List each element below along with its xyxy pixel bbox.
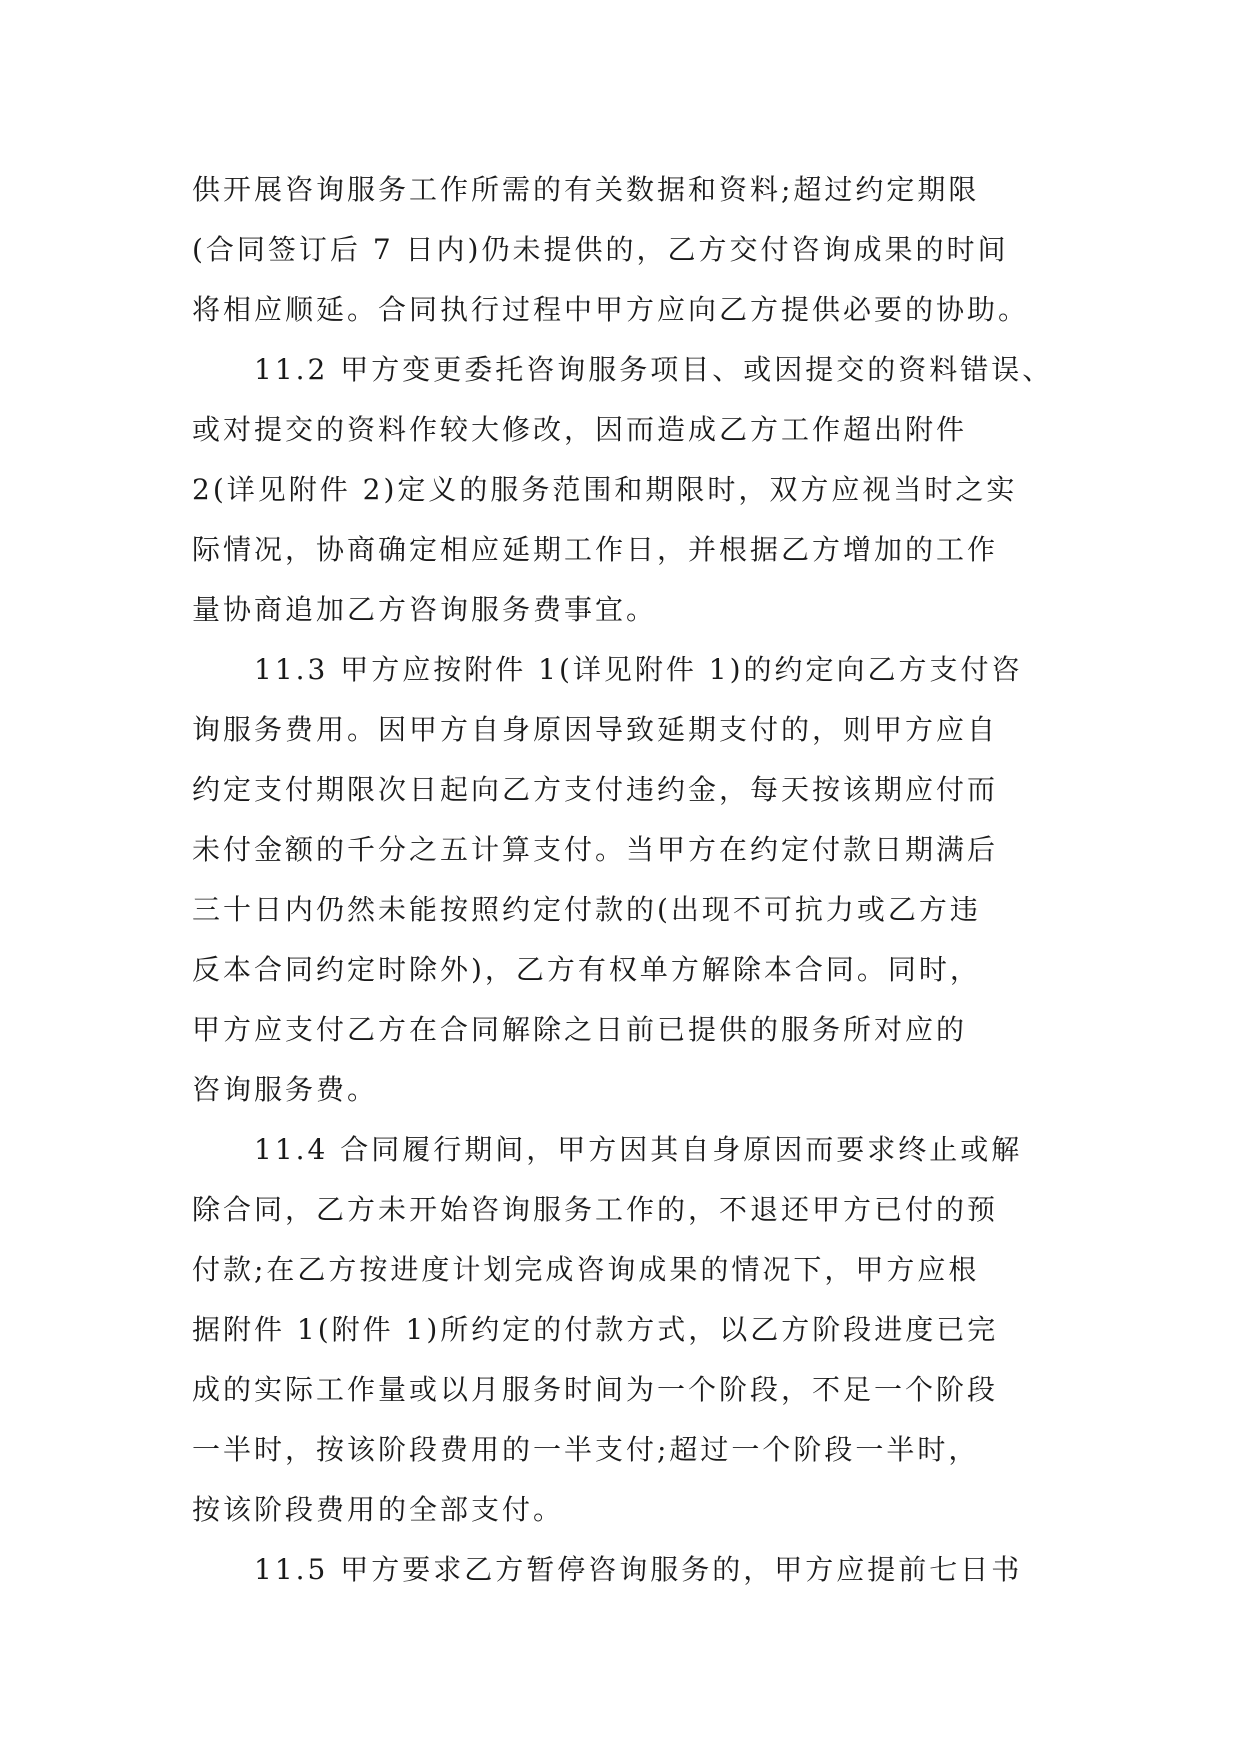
text-line: (合同签订后 7 日内)仍未提供的，乙方交付咨询成果的时间 [192, 233, 1009, 266]
text-line: 11.2 甲方变更委托咨询服务项目、或因提交的资料错误、 [254, 353, 1054, 386]
text-line: 成的实际工作量或以月服务时间为一个阶段，不足一个阶段 [192, 1373, 999, 1406]
text-line: 2(详见附件 2)定义的服务范围和期限时，双方应视当时之实 [192, 473, 1018, 506]
text-line: 或对提交的资料作较大修改，因而造成乙方工作超出附件 [192, 413, 968, 446]
text-line: 据附件 1(附件 1)所约定的付款方式，以乙方阶段进度已完 [192, 1313, 999, 1346]
text-line: 11.4 合同履行期间，甲方因其自身原因而要求终止或解 [254, 1133, 1023, 1166]
text-line: 际情况，协商确定相应延期工作日，并根据乙方增加的工作 [192, 533, 999, 566]
text-line: 付款;在乙方按进度计划完成咨询成果的情况下，甲方应根 [192, 1253, 980, 1286]
contract-text-body [192, 160, 1052, 1600]
text-line: 供开展咨询服务工作所需的有关数据和资料;超过约定期限 [192, 173, 980, 206]
text-line: 三十日内仍然未能按照约定付款的(出现不可抗力或乙方违 [192, 893, 981, 926]
text-line: 询服务费用。因甲方自身原因导致延期支付的，则甲方应自 [192, 713, 999, 746]
text-line: 反本合同约定时除外)，乙方有权单方解除本合同。同时， [192, 953, 981, 986]
text-line: 未付金额的千分之五计算支付。当甲方在约定付款日期满后 [192, 833, 999, 866]
text-line: 11.3 甲方应按附件 1(详见附件 1)的约定向乙方支付咨 [254, 653, 1023, 686]
text-line: 按该阶段费用的全部支付。 [192, 1493, 565, 1526]
text-line: 甲方应支付乙方在合同解除之日前已提供的服务所对应的 [192, 1013, 968, 1046]
text-line: 除合同，乙方未开始咨询服务工作的，不退还甲方已付的预 [192, 1193, 999, 1226]
text-line: 咨询服务费。 [192, 1073, 379, 1106]
text-line: 约定支付期限次日起向乙方支付违约金，每天按该期应付而 [192, 773, 999, 806]
text-line: 量协商追加乙方咨询服务费事宜。 [192, 593, 658, 626]
text-line: 一半时，按该阶段费用的一半支付;超过一个阶段一半时， [192, 1433, 980, 1466]
text-line: 将相应顺延。合同执行过程中甲方应向乙方提供必要的协助。 [192, 293, 1030, 326]
text-line: 11.5 甲方要求乙方暂停咨询服务的，甲方应提前七日书 [254, 1553, 1023, 1586]
